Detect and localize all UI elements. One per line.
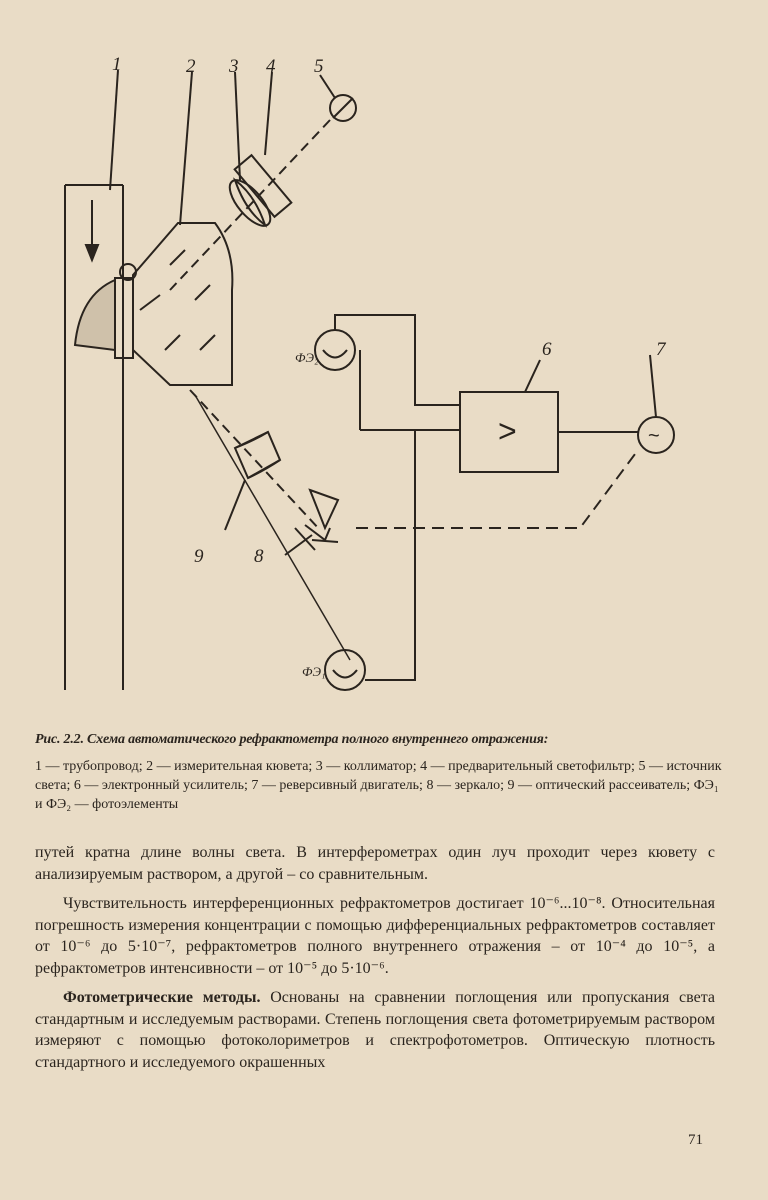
- label-9: 9: [194, 546, 204, 567]
- caption-title: Рис. 2.2. Схема автоматического рефрактометра полного внутреннего отражения:: [35, 732, 549, 747]
- label-fe1: ФЭ₁: [302, 664, 326, 679]
- diagram-svg: [20, 50, 720, 710]
- motor-symbol: ~: [648, 425, 660, 447]
- paragraph-3-heading: Фотометрические методы.: [63, 989, 261, 1006]
- paragraph-1: путей кратна длине волны света. В интерферометрах один луч проходит через кювету с анализируемым раствором, а другой – со сравнительным.: [35, 844, 715, 883]
- label-5: 5: [314, 56, 324, 77]
- paragraph-3-text: Основаны на сравнении поглощения или пропускания света стандартным и исследуемым растворами. Степень поглощения света фотометрируемым раствором измеряют с помощью фотоколориметров и спектрофотометров. Оптическую плотность стандартного и исследуемого окрашенных: [35, 989, 716, 1071]
- body-text: [35, 842, 715, 1073]
- paragraph-2: Чувствительность интерференционных рефрактометров достигает 10⁻⁶...10⁻⁸. Относительная погрешность измерения концентрации с помощью дифференциальных рефрактометров составляет от 10⁻⁶ до 5·10⁻⁷, рефрактометров полного внутреннего отражения – от 10⁻⁴ до 10⁻⁵, а рефрактометров интенсивности – от 10⁻⁵ до 5·10⁻⁶.: [35, 895, 715, 977]
- label-6: 6: [542, 339, 552, 360]
- photocell-fe1: [325, 650, 365, 690]
- paragraph-3: [35, 987, 715, 1073]
- wire-fe1: [365, 430, 460, 680]
- flow-arrow-head: [86, 245, 98, 260]
- label-3: 3: [229, 56, 239, 77]
- liquid-sample: [75, 280, 115, 350]
- label-7: 7: [656, 339, 666, 360]
- label-fe2: ФЭ₂: [295, 350, 319, 365]
- figure-caption: [35, 730, 725, 814]
- wire-fe2: [335, 315, 460, 405]
- mechanical-link: [356, 450, 638, 528]
- label-1: 1: [112, 54, 122, 75]
- page-number: 71: [688, 1132, 703, 1148]
- label-8: 8: [254, 546, 264, 567]
- photocell-fe2: [315, 330, 355, 370]
- refractometer-diagram: [20, 50, 720, 710]
- label-4: 4: [266, 56, 276, 77]
- amplifier-symbol: >: [498, 413, 517, 449]
- caption-legend: 1 — трубопровод; 2 — измерительная кювета; 3 — коллиматор; 4 — предварительный светофильтр; 5 — источник света; 6 — электронный усилитель; 7 — реверсивный двигатель; 8 — зеркало; 9 — оптический рассеиватель; ФЭ₁ и ФЭ₂ — фотоэлементы: [35, 759, 722, 812]
- label-2: 2: [186, 56, 196, 77]
